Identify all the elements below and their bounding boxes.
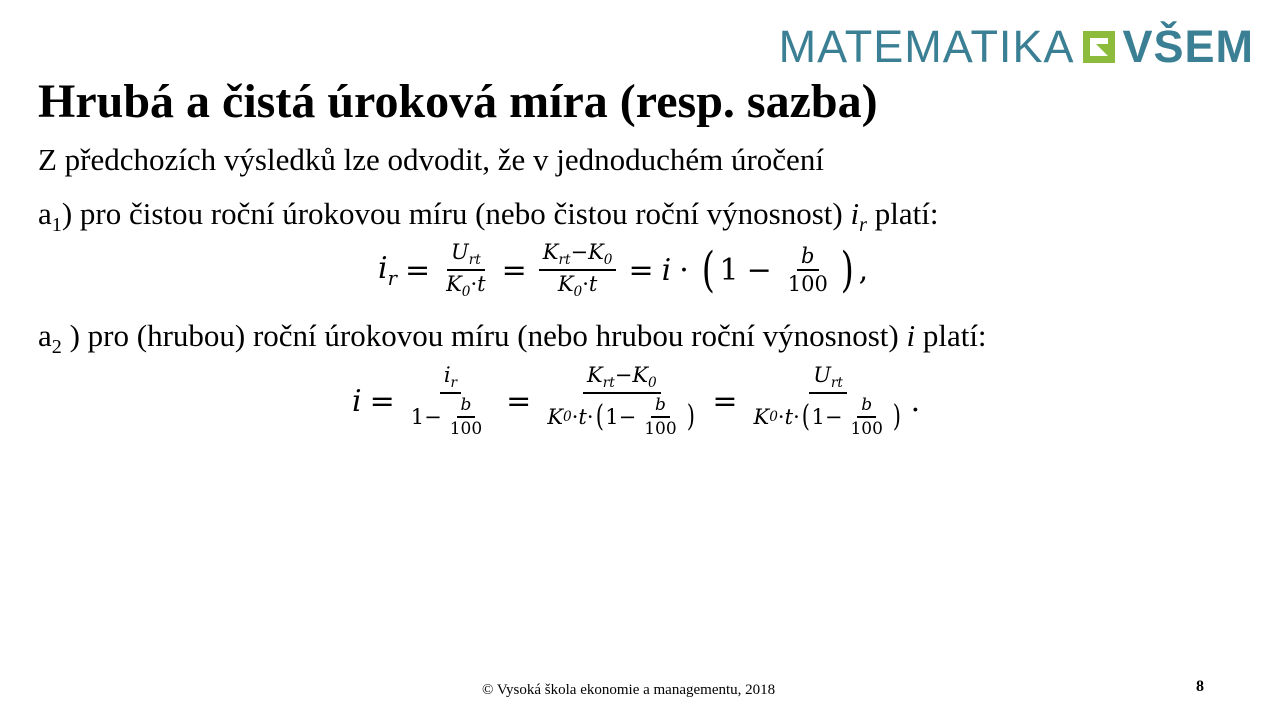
- item-a1-text: ) pro čistou roční úrokovou míru (nebo čistou roční výnosnost): [61, 196, 843, 231]
- item-a1-sub: 1: [51, 214, 62, 237]
- item-a2-var: i: [906, 318, 916, 353]
- equation-i: i = $i_r$ 1− $\frac{b}{100}$ = $K_{rt}-K_0$ K 0 · t · ( 1− $\frac{b}{100}$ ) = $U_{rt}$ K 0 · t · ( 1− $\frac{b}{100}$ ) .: [352, 363, 921, 439]
- logo-text-right: VŠEM: [1122, 21, 1254, 72]
- item-a2-suffix: platí:: [922, 318, 987, 353]
- frac-urt-over: $U_{rt}$ K 0 · t · ( 1− $\frac{b}{100}$ ): [753, 363, 901, 439]
- footer-copyright: © Vysoká škola ekonomie a managementu, 2018: [482, 682, 776, 698]
- item-a2-prefix: a: [38, 318, 52, 353]
- slide-title: Hrubá a čistá úroková míra (resp. sazba): [38, 75, 878, 128]
- item-a2-sub: 2: [51, 336, 62, 359]
- frac-krt-k0: $\frac{K_{rt}-K_0}{K_0\cdot t}$: [539, 240, 617, 300]
- frac-ir-over: $i_r$ 1− $\frac{b}{100}$: [410, 363, 483, 439]
- item-a1-suffix: platí:: [874, 196, 939, 231]
- item-a1-var: $i_r$: [850, 196, 867, 237]
- logo: [779, 22, 1254, 72]
- equation-ir: $i_r$ = $\frac{U_{rt}}{K_0\cdot t}$ = $\frac{K_{rt}-K_0}{K_0\cdot t}$ = i · ( 1 − $\frac{b}{100}$ ) ,: [378, 240, 869, 300]
- frac-krt-over: $K_{rt}-K_0$ K 0 · t · ( 1− $\frac{b}{100}$ ): [547, 363, 695, 439]
- frac-urt-k0t: $\frac{U_{rt}}{K_0\cdot t}$: [446, 240, 486, 300]
- item-a2-text: ) pro (hrubou) roční úrokovou míru (nebo hrubou roční výnosnost): [61, 318, 899, 353]
- item-a1-prefix: a: [38, 196, 52, 231]
- intro-text: Z předchozích výsledků lze odvodit, že v jednoduchém úročení: [38, 142, 824, 177]
- page-number: 8: [1196, 678, 1204, 695]
- logo-mark-icon: [1082, 30, 1116, 64]
- logo-text-left: MATEMATIKA: [778, 21, 1075, 72]
- frac-b-100: $\frac{b}{100}$: [787, 244, 828, 296]
